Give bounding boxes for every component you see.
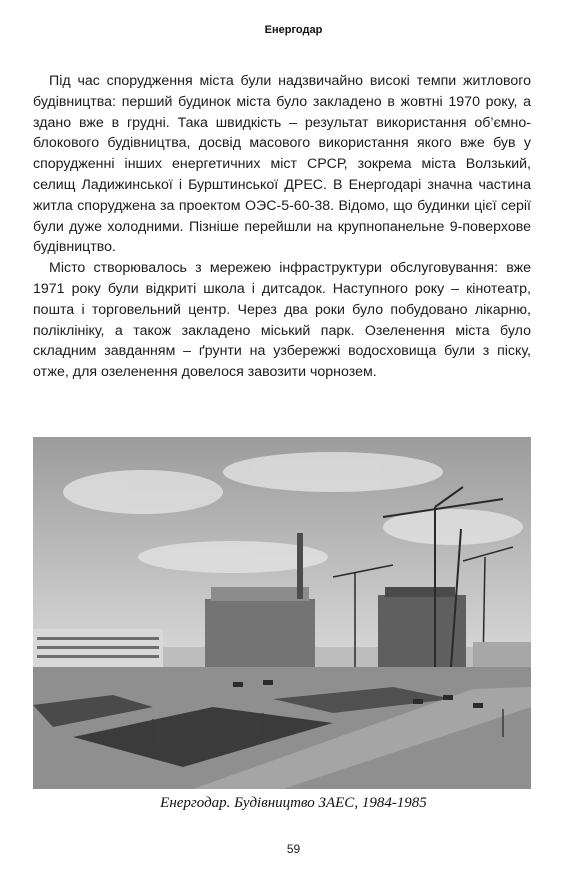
- chimney: [297, 533, 303, 599]
- paragraph: Місто створювалось з мережею інфраструктури обслуговування: вже 1971 року були відкриті школа і дитсадок. Наступного року – кінотеатр, пошта і торговельний центр. Через два роки було побудовано лікарню, поліклініку, а також закладено міський парк. Озеленення міста було складним завданням – ґрунти на узбережжі водосховища були з піску, отже, для озеленення довелося завозити чорнозем.: [33, 260, 531, 381]
- figure-caption: Енергодар. Будівництво ЗАЕС, 1984-1985: [160, 795, 427, 811]
- right-building: [473, 642, 531, 670]
- construction-photo: [33, 437, 531, 789]
- reactor-building: [205, 599, 315, 671]
- page-number: 59: [286, 842, 301, 856]
- paragraph: Під час спорудження міста були надзвичайно високі темпи житлового будівництва: перший будинок міста було закладено в жовтні 1970 року, а здано вже в грудні. Така швидкість – результат використання об’ємно-блокового будівництва, досвід масового використання якого вже був у спорудженні інших енергетичних міст СРСР, зокрема міста Волзький, селищ Ладижинської і Бурштинської ДРЕС. В Енергодарі значна частина житла споруджена за проектом ОЭС-5-60-38. Відомо, що будинки цієї серії були дуже холодними. Пізніше перейшли на крупнопанельне 9-поверхове будівництво.: [33, 73, 531, 256]
- running-head: Енергодар: [264, 24, 323, 36]
- body-text: [33, 71, 531, 383]
